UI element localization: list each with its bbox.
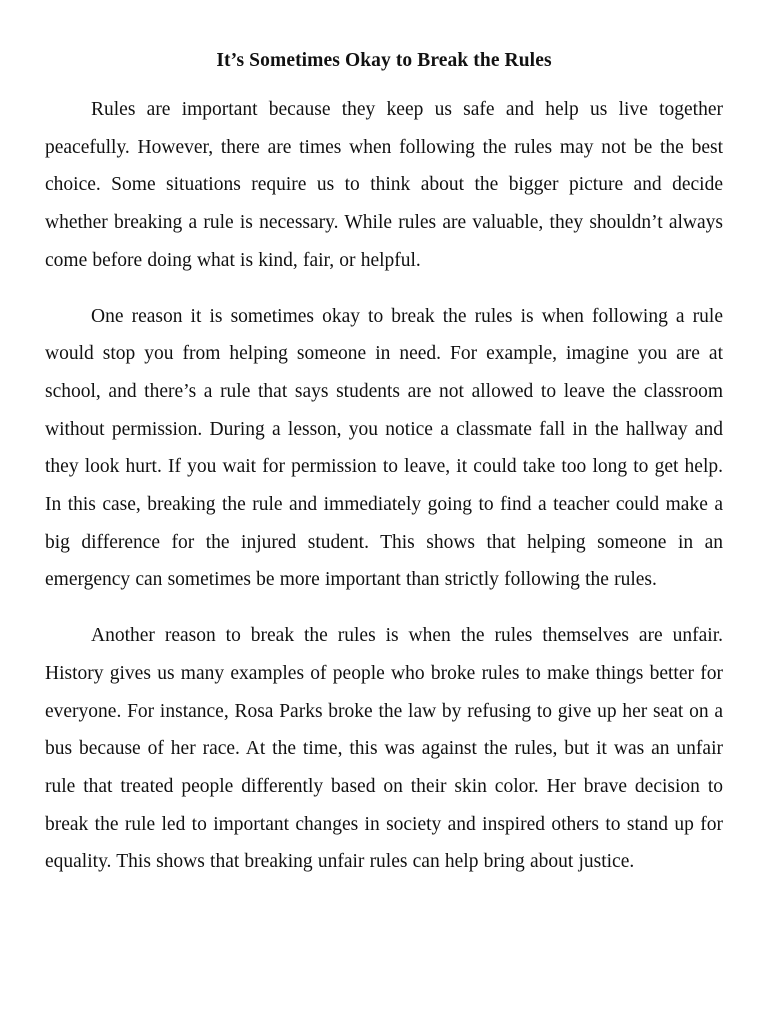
document-title: It’s Sometimes Okay to Break the Rules — [216, 50, 552, 71]
paragraph-helping-others: One reason it is sometimes okay to break the rules is when following a rule would stop you from helping someone in need. For example, imagine you are at school, and there’s a rule that says students are not allowed to leave the classroom without permission. During a lesson, you notice a classmate fall in the hallway and they look hurt. If you wait for permission to leave, it could take too long to get help. In this case, breaking the rule and immediately going to find a teacher could make a big difference for the injured student. This shows that helping someone in an emergency can sometimes be more important than strictly following the rules. — [45, 305, 723, 591]
paragraph-unfair-rules: Another reason to break the rules is when the rules themselves are unfair. History gives us many examples of people who broke rules to make things better for everyone. For instance, Rosa Parks broke the law by refusing to give up her seat on a bus because of her race. At the time, this was against the rules, but it was an unfair rule that treated people differently based on their skin color. Her brave decision to break the rule led to important changes in society and inspired others to stand up for equality. This shows that breaking unfair rules can help bring about justice. — [45, 625, 723, 873]
paragraph-introduction: Rules are important because they keep us safe and help us live together peacefully. However, there are times when following the rules may not be the best choice. Some situations require us to think about the bigger picture and decide whether breaking a rule is necessary. While rules are valuable, they shouldn’t always come before doing what is kind, fair, or helpful. — [45, 99, 723, 271]
